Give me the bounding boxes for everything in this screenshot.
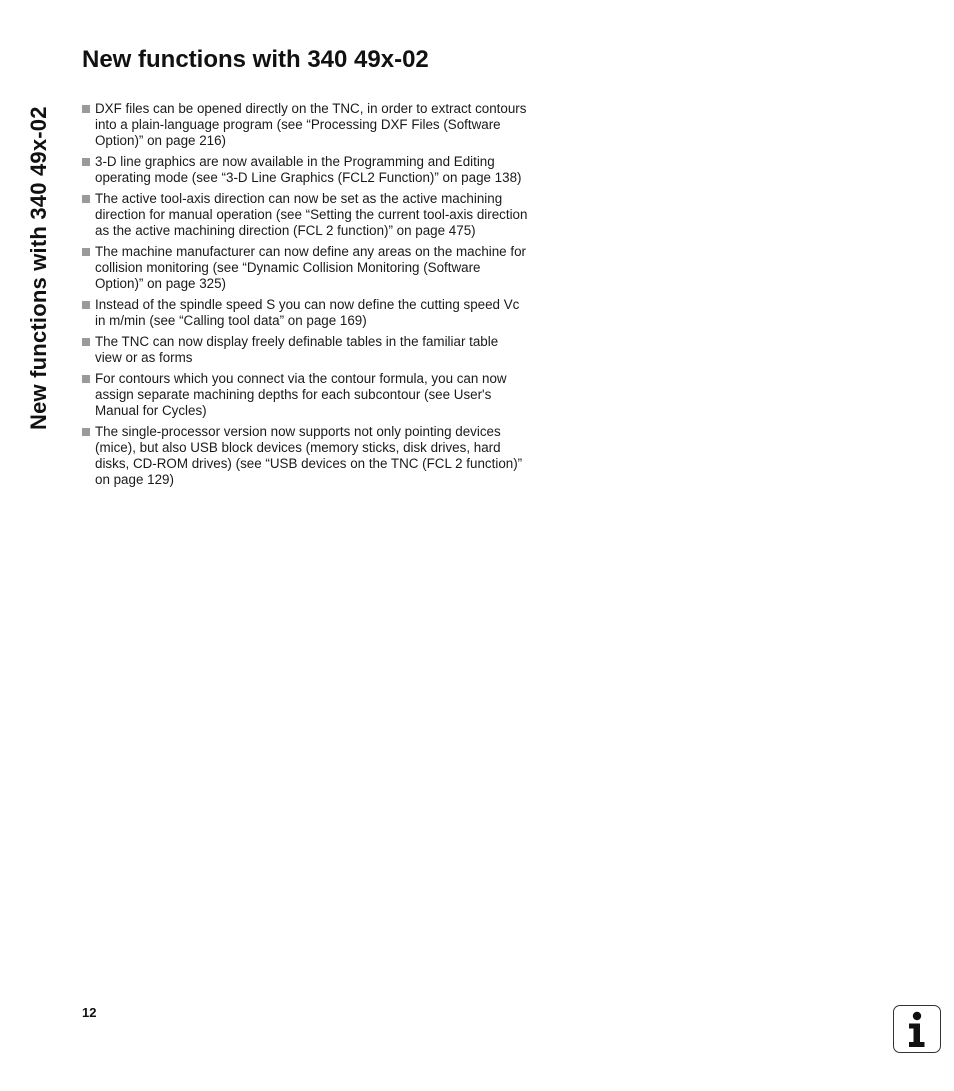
page-number: 12 xyxy=(82,1005,97,1020)
info-glyph-icon xyxy=(894,1006,940,1052)
list-item-text: 3-D line graphics are now available in the Programming and Editing operating mode (see “3-D Line Graphics (FCL2 Function)” on page 138) xyxy=(95,154,522,185)
bullet-square-icon xyxy=(82,301,90,309)
bullet-square-icon xyxy=(82,248,90,256)
bullet-square-icon xyxy=(82,428,90,436)
page-title: New functions with 340 49x-02 xyxy=(82,46,429,73)
list-item-text: The single-processor version now supports not only pointing devices (mice), but also USB block devices (memory sticks, disk drives, hard disks, CD-ROM drives) (see “USB devices on the TNC (FCL 2 function)” on page 129) xyxy=(95,424,523,487)
list-item-text: Instead of the spindle speed S you can now define the cutting speed Vc in m/min (see “Calling tool data” on page 169) xyxy=(95,297,520,328)
feature-list xyxy=(82,101,528,493)
list-item xyxy=(82,154,528,186)
list-item-text: The active tool-axis direction can now be set as the active machining direction for manual operation (see “Setting the current tool-axis direction as the active machining direction (FCL 2 function)” on page 475) xyxy=(95,191,528,238)
list-item xyxy=(82,334,528,366)
list-item xyxy=(82,244,528,292)
side-title: New functions with 340 49x-02 xyxy=(26,106,51,430)
list-item xyxy=(82,371,528,419)
list-item-text: The machine manufacturer can now define any areas on the machine for collision monitoring (see “Dynamic Collision Monitoring (Software Option)” on page 325) xyxy=(95,244,526,291)
list-item xyxy=(82,297,528,329)
list-item-text: For contours which you connect via the contour formula, you can now assign separate machining depths for each subcontour (see User's Manual for Cycles) xyxy=(95,371,507,418)
list-item xyxy=(82,424,528,488)
bullet-square-icon xyxy=(82,105,90,113)
info-icon xyxy=(893,1005,941,1053)
bullet-square-icon xyxy=(82,338,90,346)
list-item xyxy=(82,101,528,149)
bullet-square-icon xyxy=(82,158,90,166)
list-item-text: DXF files can be opened directly on the TNC, in order to extract contours into a plain-language program (see “Processing DXF Files (Software Option)” on page 216) xyxy=(95,101,527,148)
bullet-square-icon xyxy=(82,375,90,383)
bullet-square-icon xyxy=(82,195,90,203)
list-item-text: The TNC can now display freely definable tables in the familiar table view or as forms xyxy=(95,334,499,365)
list-item xyxy=(82,191,528,239)
